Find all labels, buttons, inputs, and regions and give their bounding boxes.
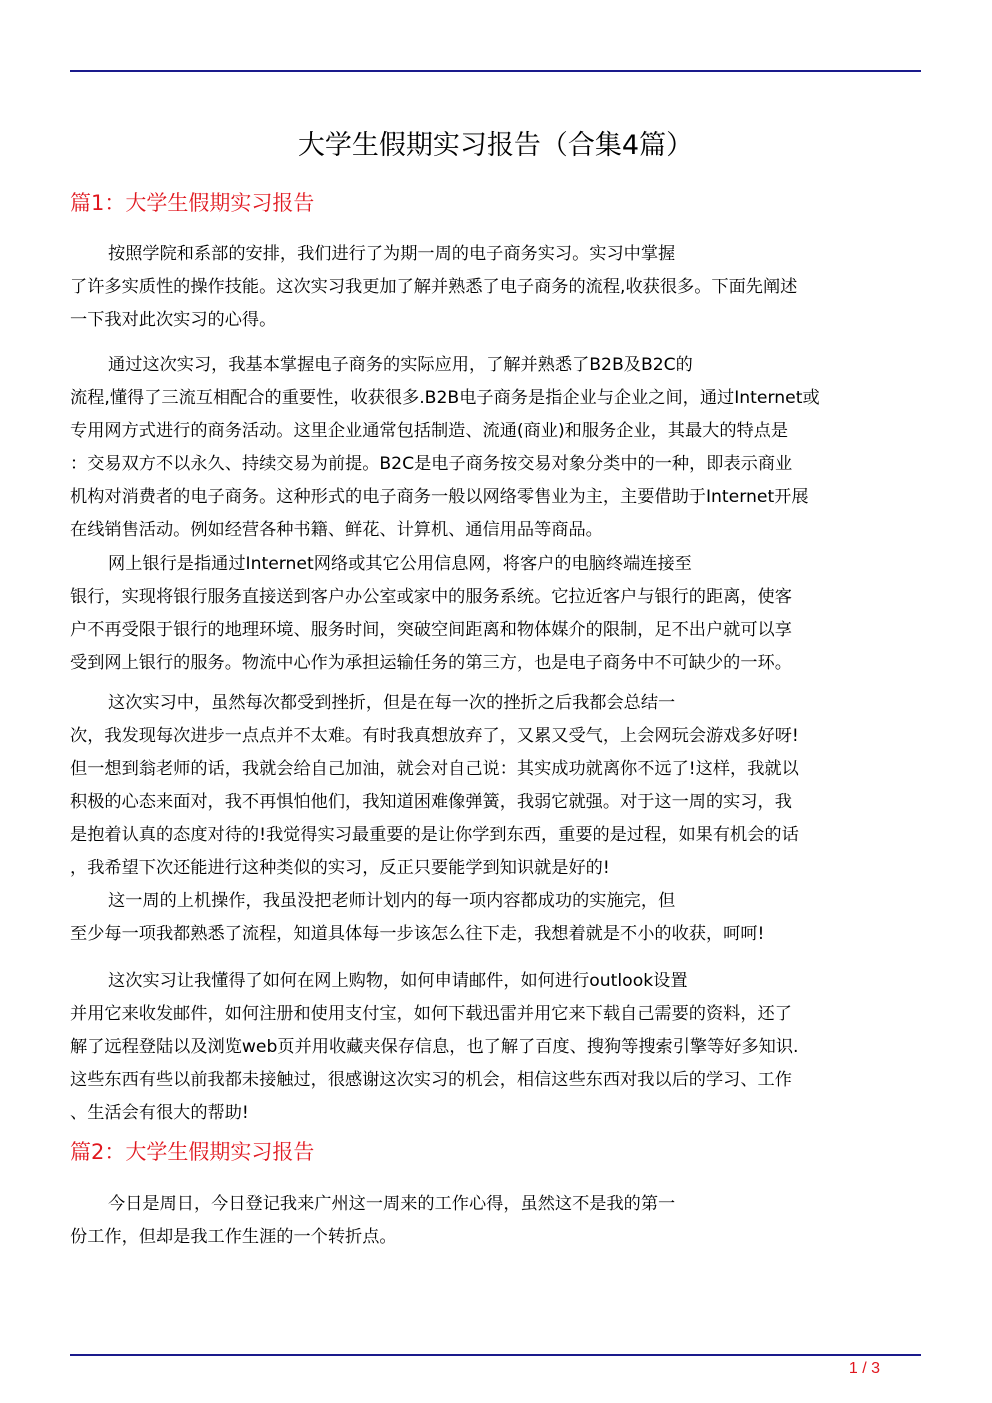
- text-line: 银行，实现将银行服务直接送到客户办公室或家中的服务系统。它拉近客户与银行的距离，使客: [70, 587, 792, 607]
- text-line: 今日是周日，今日登记我来广州这一周来的工作心得，虽然这不是我的第一: [108, 1194, 676, 1214]
- text-line: ：交易双方不以永久、持续交易为前提。B2C是电子商务按交易对象分类中的一种，即表示商业: [70, 454, 793, 474]
- text-line: 户不再受限于银行的地理环境、服务时间，突破空间距离和物体媒介的限制，足不出户就可以享: [70, 620, 792, 640]
- text-line: 、生活会有很大的帮助!: [70, 1103, 249, 1123]
- text-line: 这些东西有些以前我都未接触过，很感谢这次实习的机会，相信这些东西对我以后的学习、工作: [70, 1070, 792, 1090]
- section-heading: 篇1：大学生假期实习报告: [70, 191, 315, 215]
- paragraph: [70, 349, 921, 547]
- text-line: 是抱着认真的态度对待的!我觉得实习最重要的是让你学到东西，重要的是过程，如果有机会的话: [70, 825, 799, 845]
- text-line: 流程,懂得了三流互相配合的重要性，收获很多.B2B电子商务是指企业与企业之间，通过Internet或: [70, 388, 820, 408]
- paragraph: [70, 965, 921, 1130]
- text-line: 并用它来收发邮件，如何注册和使用支付宝，如何下载迅雷并用它来下载自己需要的资料，还了: [70, 1004, 792, 1024]
- page-number: 1 / 3: [848, 1360, 880, 1377]
- paragraph: [70, 687, 921, 885]
- paragraph: [70, 238, 921, 337]
- text-line: 次，我发现每次进步一点点并不太难。有时我真想放弃了，又累又受气，上会网玩会游戏多好呀!: [70, 726, 799, 746]
- text-line: 网上银行是指通过Internet网络或其它公用信息网，将客户的电脑终端连接至: [108, 554, 692, 574]
- text-line: 通过这次实习，我基本掌握电子商务的实际应用，了解并熟悉了B2B及B2C的: [108, 355, 693, 375]
- text-line: 机构对消费者的电子商务。这种形式的电子商务一般以网络零售业为主，主要借助于Internet开展: [70, 487, 809, 507]
- footer-rule: [70, 1354, 921, 1356]
- paragraph: [70, 1188, 921, 1254]
- text-line: 受到网上银行的服务。物流中心作为承担运输任务的第三方，也是电子商务中不可缺少的一环。: [70, 653, 792, 673]
- text-line: 解了远程登陆以及浏览web页并用收藏夹保存信息，也了解了百度、搜狗等搜索引擎等好多知识.: [70, 1037, 799, 1057]
- document-title: 大学生假期实习报告（合集4篇）: [297, 130, 694, 161]
- header-rule: [70, 70, 921, 72]
- text-line: 这一周的上机操作，我虽没把老师计划内的每一项内容都成功的实施完，但: [108, 891, 676, 911]
- paragraph: [70, 885, 921, 951]
- text-line: 了许多实质性的操作技能。这次实习我更加了解并熟悉了电子商务的流程,收获很多。下面先阐述: [70, 277, 798, 297]
- text-line: 至少每一项我都熟悉了流程，知道具体每一步该怎么往下走，我想着就是不小的收获，呵呵!: [70, 924, 765, 944]
- text-line: 积极的心态来面对，我不再惧怕他们，我知道困难像弹簧，我弱它就强。对于这一周的实习，我: [70, 792, 792, 812]
- text-line: 份工作，但却是我工作生涯的一个转折点。: [70, 1227, 397, 1247]
- section-heading: 篇2：大学生假期实习报告: [70, 1140, 315, 1164]
- paragraph: [70, 548, 921, 680]
- text-line: 这次实习让我懂得了如何在网上购物，如何申请邮件，如何进行outlook设置: [108, 971, 688, 991]
- text-line: ，我希望下次还能进行这种类似的实习，反正只要能学到知识就是好的!: [70, 858, 610, 878]
- text-line: 在线销售活动。例如经营各种书籍、鲜花、计算机、通信用品等商品。: [70, 520, 603, 540]
- text-line: 按照学院和系部的安排，我们进行了为期一周的电子商务实习。实习中掌握: [108, 244, 676, 264]
- text-line: 一下我对此次实习的心得。: [70, 310, 277, 330]
- text-line: 但一想到翁老师的话，我就会给自己加油，就会对自己说：其实成功就离你不远了!这样，我就以: [70, 759, 799, 779]
- text-line: 这次实习中，虽然每次都受到挫折，但是在每一次的挫折之后我都会总结一: [108, 693, 676, 713]
- text-line: 专用网方式进行的商务活动。这里企业通常包括制造、流通(商业)和服务企业，其最大的特点是: [70, 421, 789, 441]
